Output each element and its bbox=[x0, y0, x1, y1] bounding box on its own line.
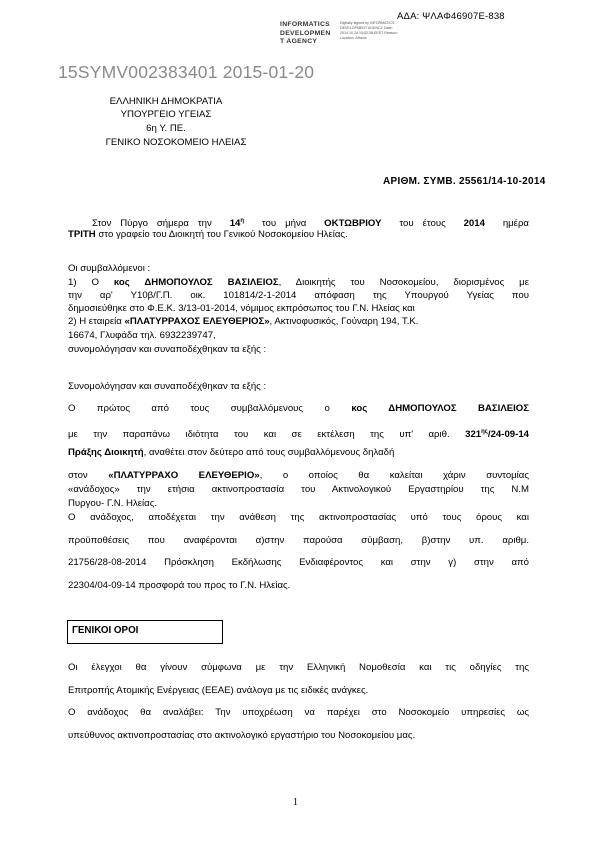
digital-signature-org bbox=[280, 21, 344, 47]
intro-dayname: ΤΡΙΤΗ bbox=[68, 229, 96, 240]
parties-text: , Ακτινοφυσικός, Γούναρη 194, Τ.Κ. bbox=[269, 316, 419, 327]
signature-org-line2: DEVELOPMEN bbox=[280, 29, 331, 37]
agreement-text: , αναθέτει στον δεύτερο από τους συμβαλλόμενους δηλαδή bbox=[143, 447, 395, 458]
agreement-decision-ref bbox=[465, 429, 529, 440]
agreement-text: Ο πρώτος από τους συμβαλλόμενους ο bbox=[68, 403, 330, 414]
header-health-region: 6η Υ. ΠΕ. bbox=[146, 123, 186, 134]
parties-line-6: συνομολόγησαν και συναποδέχθηκαν τα εξής : bbox=[68, 344, 267, 355]
intro-year: 2014 bbox=[463, 218, 485, 230]
party-1-name: κος ΔΗΜΟΠΟΥΛΟΣ ΒΑΣΙΛΕΙΟΣ bbox=[113, 277, 279, 288]
agreement-text: , ο οποίος θα καλείται χάριν συντομίας bbox=[259, 470, 529, 481]
agreement-heading: Συνομολόγησαν και συναποδέχθηκαν τα εξής : bbox=[68, 381, 267, 392]
agreement-line-3 bbox=[68, 447, 394, 460]
page-number: 1 bbox=[293, 797, 298, 808]
agreement-line-2 bbox=[68, 426, 529, 442]
header-republic: ΕΛΛΗΝΙΚΗ ΔΗΜΟΚΡΑΤΙΑ bbox=[109, 96, 223, 107]
general-terms-line-2: Επιτροπής Ατομικής Ενέργειας (ΕΕΑΕ) ανάλογα με τις ειδικές ανάγκες. bbox=[68, 685, 369, 696]
digital-signature-details: Digitally signed by INFORMATICS DEVELOPMENT AGENCY Date: 2014.10.24 15:52:38 EEST Reason: Location: Athens bbox=[340, 21, 398, 40]
parties-text: 2) Η εταιρεία bbox=[68, 316, 122, 327]
parties-text: 1) Ο bbox=[68, 277, 99, 288]
agreement-party-1-name: κος ΔΗΜΟΠΟΥΛΟΣ ΒΑΣΙΛΕΙΟΣ bbox=[351, 403, 530, 414]
parties-heading: Οι συμβαλλόμενοι : bbox=[68, 263, 151, 274]
agreement-party-2-name: «ΠΛΑΤΥΡΡΑΧΟ ΕΛΕΥΘΕΡΙΟ» bbox=[108, 470, 260, 481]
agreement-text: με την παραπάνω ιδιότητα του και σε εκτέλεση της υπ' αριθ. bbox=[68, 429, 450, 441]
general-terms-line-3: Ο ανάδοχος θα αναλάβει: Την υποχρέωση να παρέχει στο Νοσοκομείο υπηρεσίες ως bbox=[68, 707, 529, 718]
agreement-line-8: προϋποθέσεις που αναφέρονται α)στην παρούσα σύμβαση, β)στην υπ. αριθμ. bbox=[68, 535, 529, 546]
parties-text: , Διοικητής του Νοσοκομείου, διορισμένος με bbox=[278, 277, 529, 288]
general-terms-line-4: υπεύθυνος ακτινοπροστασίας στο ακτινολογικό εργαστήριο του Νοσοκομείου μας. bbox=[68, 730, 416, 741]
agreement-line-5: «ανάδοχος» την ετήσια ακτινοπροστασία του Ακτινολογικού Εργαστηρίου της Ν.Μ bbox=[68, 484, 529, 495]
parties-line-2: την αρ' Υ10β/Γ.Π. οικ. 101814/2-1-2014 απόφαση της Υπουργού Υγείας που bbox=[68, 290, 529, 301]
general-terms-line-1: Οι έλεγχοι θα γίνουν σύμφωνα με την Ελληνική Νομοθεσία και τις οδηγίες της bbox=[68, 662, 529, 673]
signature-org-line1: INFORMATICS bbox=[280, 21, 330, 28]
general-terms-title: ΓΕΝΙΚΟΙ ΟΡΟΙ bbox=[72, 625, 139, 636]
parties-line-5: 16674, Γλυφάδα τηλ. 6932239747, bbox=[68, 330, 216, 341]
intro-text: του έτους bbox=[399, 218, 446, 230]
agreement-line-7: Ο ανάδοχος, αποδέχεται την ανάθεση της ακτινοπροστασίας υπό τους όρους και bbox=[68, 512, 529, 523]
agreement-text: στον bbox=[68, 470, 88, 481]
header-ministry: ΥΠΟΥΡΓΕΙΟ ΥΓΕΙΑΣ bbox=[120, 109, 212, 120]
agreement-line-6: Πυργου- Γ.Ν. Ηλείας. bbox=[68, 498, 157, 509]
intro-day-sup: η bbox=[240, 218, 245, 224]
agreement-act-title: Πράξης Διοικητή bbox=[68, 447, 144, 458]
intro-day-number: 14 bbox=[229, 218, 241, 230]
header-hospital: ΓΕΝΙΚΟ ΝΟΣΟΚΟΜΕΙΟ ΗΛΕΙΑΣ bbox=[105, 137, 247, 148]
intro-text: Στον Πύργο σήμερα την bbox=[92, 218, 212, 230]
parties-line-1 bbox=[68, 277, 529, 290]
intro-text: του μήνα bbox=[261, 218, 307, 230]
party-2-name: «ΠΛΑΤΥΡΡΑΧΟΣ ΕΛΕΥΘΕΡΙΟΣ» bbox=[124, 316, 270, 327]
agreement-decision-sup: ης bbox=[481, 429, 488, 435]
parties-line-3: δημοσιεύθηκε στο Φ.Ε.Κ. 3/13-01-2014, νόμιμος εκπρόσωπος του Γ.Ν. Ηλείας και bbox=[68, 303, 415, 314]
agreement-line-9: 21756/28-08-2014 Πρόσκληση Εκδήλωσης Ενδιαφέροντος και στην γ) στην από bbox=[68, 557, 529, 568]
ada-code: ΑΔΑ: ΨΛΑΦ46907Ε-838 bbox=[397, 11, 505, 22]
registry-stamp: 15SYMV002383401 2015-01-20 bbox=[58, 62, 315, 82]
parties-line-4 bbox=[68, 316, 418, 329]
agreement-line-1 bbox=[68, 403, 529, 416]
agreement-decision-number: 321 bbox=[465, 429, 482, 441]
intro-text: ημέρα bbox=[502, 218, 529, 230]
general-terms-box bbox=[67, 620, 223, 644]
signature-org-line3: T AGENCY bbox=[280, 38, 318, 46]
agreement-line-4 bbox=[68, 470, 529, 483]
intro-month: ΟΚΤΩΒΡΙΟΥ bbox=[324, 218, 382, 230]
intro-day bbox=[230, 218, 244, 229]
agreement-decision-date: /24-09-14 bbox=[487, 429, 529, 441]
agreement-line-10: 22304/04-09-14 προσφορά του προς το Γ.Ν. Ηλείας. bbox=[68, 580, 291, 591]
contract-number: ΑΡΙΘΜ. ΣΥΜΒ. 25561/14-10-2014 bbox=[383, 176, 546, 187]
intro-text: στο γραφείο του Διοικητή του Γενικού Νοσοκομείου Ηλείας. bbox=[98, 229, 348, 240]
intro-line-2 bbox=[68, 229, 348, 242]
